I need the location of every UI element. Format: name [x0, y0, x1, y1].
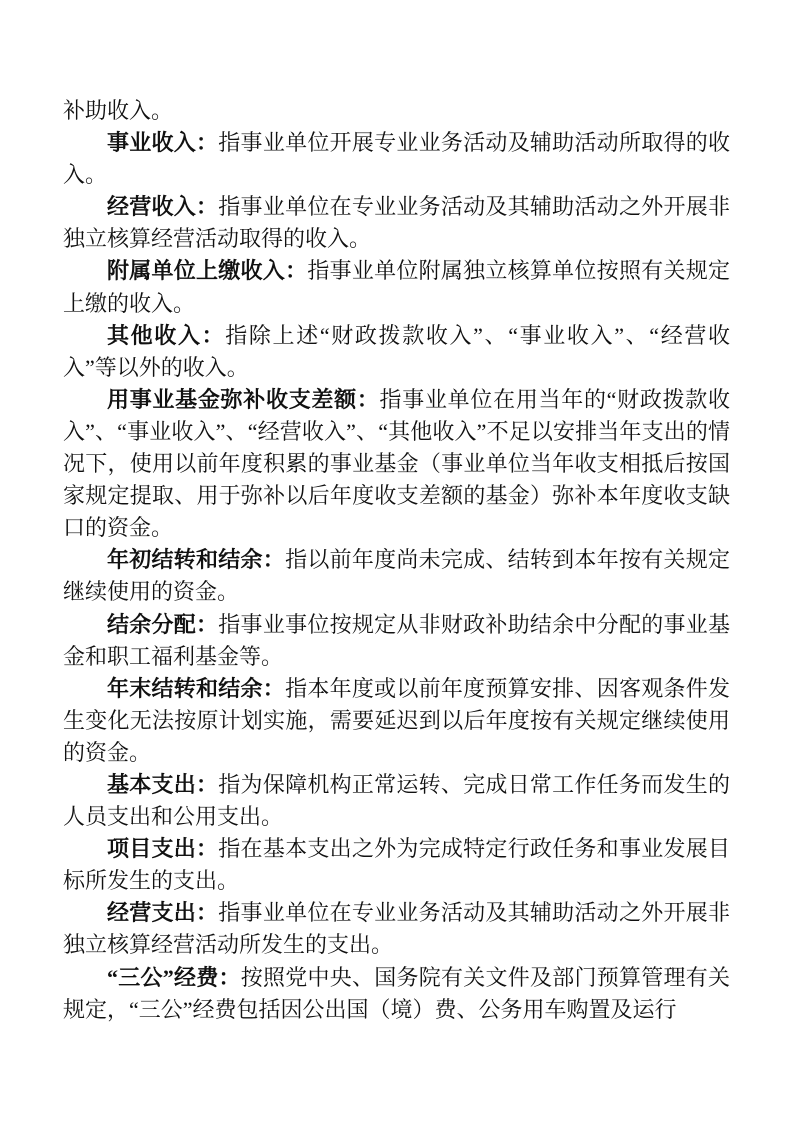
definition-three-public-funds [63, 962, 730, 1026]
term-definition-text: 指事业单位在专业业务活动及其辅助活动之外开展非独立核算经营活动取得的收入。 [63, 194, 730, 252]
definition-institution-income [63, 127, 730, 191]
term-label: “三公”经费： [107, 964, 241, 990]
term-definition-text: 指以前年度尚未完成、结转到本年按有关规定继续使用的资金。 [63, 547, 730, 605]
definition-yearend-carryover [63, 673, 730, 769]
definition-beginning-carryover [63, 544, 730, 608]
term-label: 其他收入： [107, 322, 226, 348]
definition-subsidiary-remitted-income [63, 255, 730, 319]
definition-operating-expenditure [63, 897, 730, 961]
term-label: 年末结转和结余： [107, 675, 286, 701]
term-label: 结余分配： [107, 611, 219, 637]
definition-basic-expenditure [63, 769, 730, 833]
term-definition-text: 指本年度或以前年度预算安排、因客观条件发生变化无法按原计划实施，需要延迟到以后年度按有关规定继续使用的资金。 [63, 675, 730, 765]
term-definition-text: 指事业单位附属独立核算单位按照有关规定上缴的收入。 [63, 258, 730, 316]
term-label: 经营收入： [107, 194, 219, 220]
term-definition-text: 指为保障机构正常运转、完成日常工作任务而发生的人员支出和公用支出。 [63, 771, 730, 830]
definition-fund-balance-gap [63, 384, 730, 544]
term-definition-text: 按照党中央、国务院有关文件及部门预算管理有关规定，“三公”经费包括因公出国（境）费、公务用车购置及运行 [63, 964, 730, 1022]
definition-project-expenditure [63, 833, 730, 897]
term-label: 经营支出： [107, 900, 219, 926]
term-label: 事业收入： [107, 130, 219, 156]
term-definition-text: 指事业事位按规定从非财政补助结余中分配的事业基金和职工福利基金等。 [63, 611, 730, 669]
term-definition-text: 指在基本支出之外为完成特定行政任务和事业发展目标所发生的支出。 [63, 836, 730, 894]
term-label: 用事业基金弥补收支差额： [107, 386, 380, 412]
definition-operating-income [63, 191, 730, 255]
term-definition-text: 指事业单位在用当年的“财政拨款收入”、“事业收入”、“经营收入”、“其他收入”不足以安排当年支出的情况下，使用以前年度积累的事业基金（事业单位当年收支相抵后按国家规定提取、用于弥补以后年度收支差额的基金）弥补本年度收支缺口的资金。 [63, 386, 730, 541]
term-label: 年初结转和结余： [107, 547, 286, 573]
term-label: 基本支出： [107, 771, 219, 797]
term-label: 项目支出： [107, 836, 219, 862]
paragraph-text: 补助收入。 [63, 98, 174, 123]
definition-other-income [63, 320, 730, 384]
term-definition-text: 指事业单位在专业业务活动及其辅助活动之外开展非独立核算经营活动所发生的支出。 [63, 900, 730, 958]
term-label: 附属单位上缴收入： [107, 258, 308, 284]
term-definition-text: 指事业单位开展专业业务活动及辅助活动所取得的收入。 [63, 130, 730, 188]
term-definition-text: 指除上述“财政拨款收入”、“事业收入”、“经营收入”等以外的收入。 [63, 322, 730, 380]
definition-balance-distribution [63, 609, 730, 673]
paragraph-continuation [63, 95, 730, 127]
